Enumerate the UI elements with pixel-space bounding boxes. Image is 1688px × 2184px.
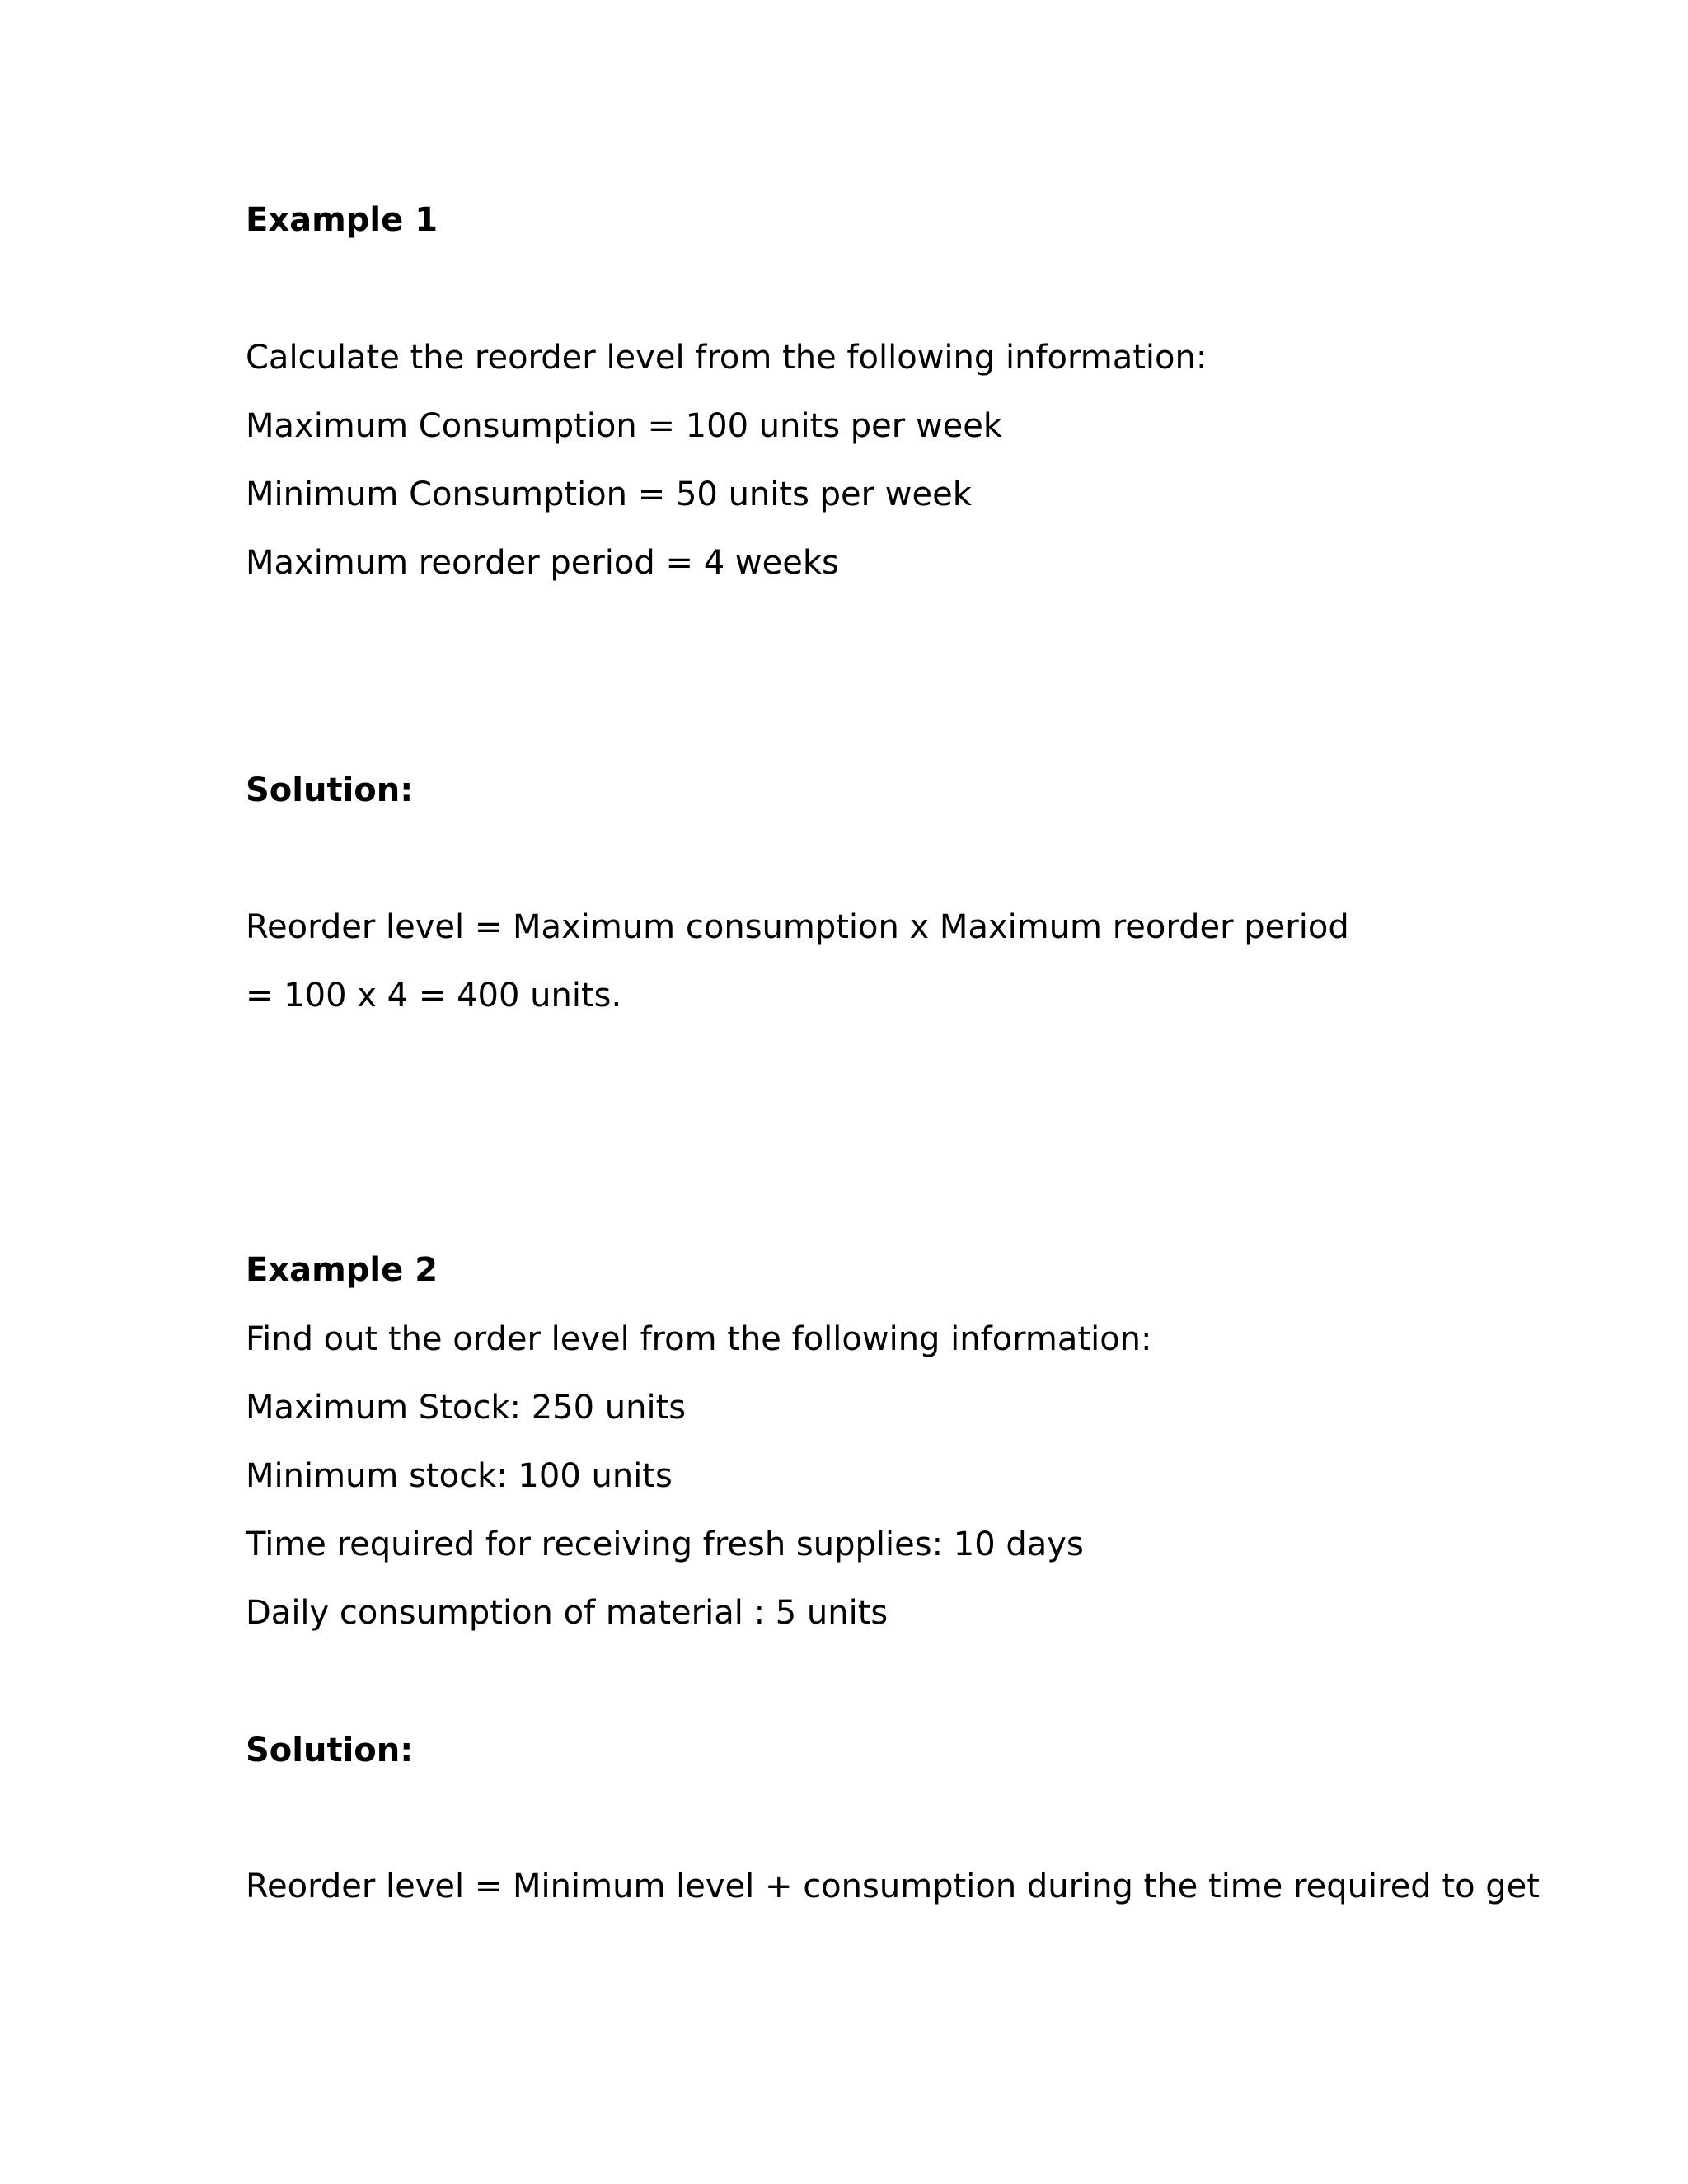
example-1-given-max-reorder-period: Maximum reorder period = 4 weeks bbox=[246, 544, 839, 582]
example-2-prompt: Find out the order level from the following information: bbox=[246, 1320, 1152, 1358]
example-2-given-min-stock: Minimum stock: 100 units bbox=[246, 1457, 673, 1495]
example-1-given-min-consumption: Minimum Consumption = 50 units per week bbox=[246, 476, 972, 513]
example-2-given-daily-consumption: Daily consumption of material : 5 units bbox=[246, 1594, 889, 1632]
example-1-solution-result: = 100 x 4 = 400 units. bbox=[246, 977, 622, 1015]
example-2-solution-heading: Solution: bbox=[246, 1732, 414, 1769]
example-2-given-lead-time: Time required for receiving fresh supplies: 10 days bbox=[246, 1526, 1084, 1563]
example-1-solution-heading: Solution: bbox=[246, 771, 414, 809]
example-1-prompt: Calculate the reorder level from the following information: bbox=[246, 339, 1207, 377]
example-2-solution-formula: Reorder level = Minimum level + consumption during the time required to get bbox=[246, 1868, 1540, 1905]
example-1-given-max-consumption: Maximum Consumption = 100 units per week bbox=[246, 407, 1003, 445]
example-1-solution-formula: Reorder level = Maximum consumption x Maximum reorder period bbox=[246, 908, 1349, 946]
example-2-given-max-stock: Maximum Stock: 250 units bbox=[246, 1389, 687, 1427]
example-1-heading: Example 1 bbox=[246, 201, 438, 239]
example-2-heading: Example 2 bbox=[246, 1251, 438, 1289]
